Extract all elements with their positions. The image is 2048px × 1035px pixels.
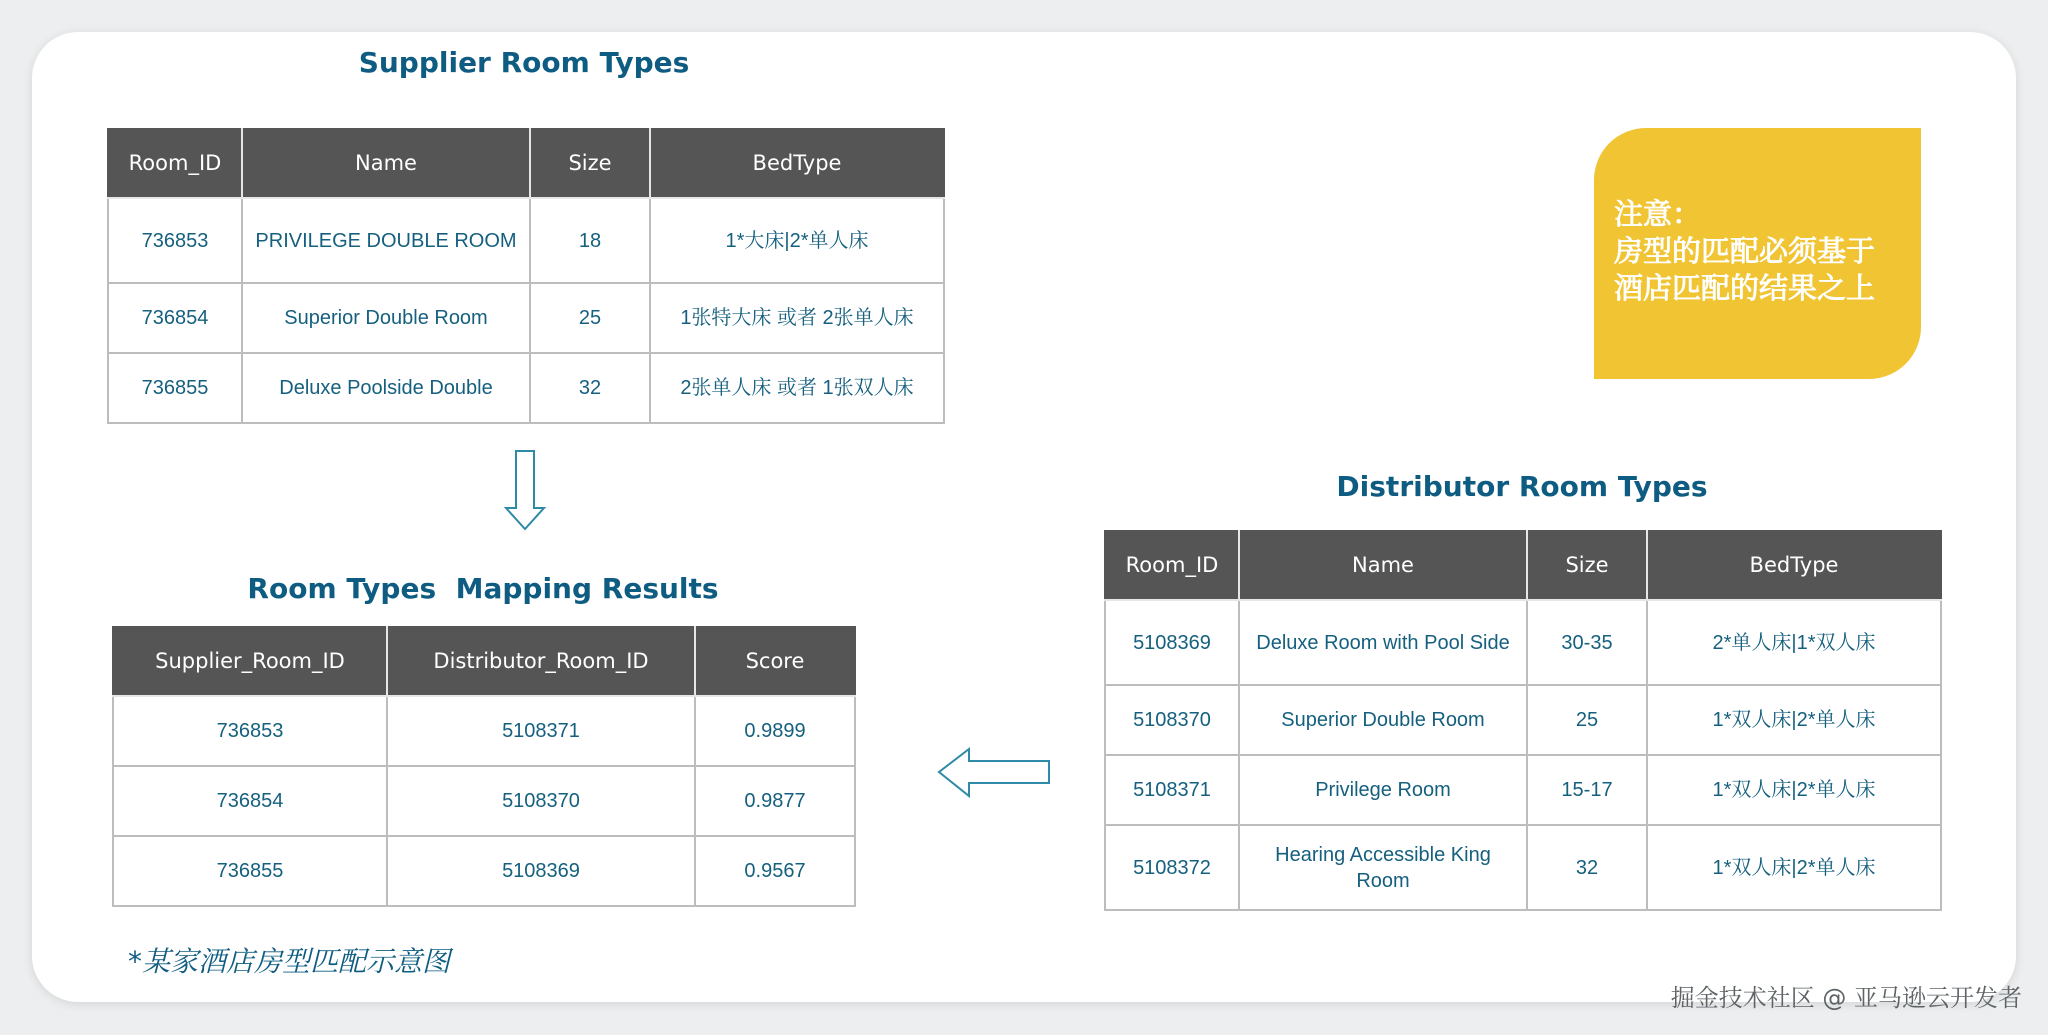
mapping-header-cell: Distributor_Room_ID xyxy=(387,626,695,696)
watermark: 掘金技术社区 @ 亚马逊云开发者 xyxy=(1670,984,2022,1012)
note-box xyxy=(1594,128,1921,379)
table-cell: PRIVILEGE DOUBLE ROOM xyxy=(242,198,530,283)
table-row xyxy=(113,836,855,906)
table-cell: 1张特大床 或者 2张单人床 xyxy=(650,283,944,353)
table-cell: 5108371 xyxy=(1105,755,1239,825)
table-cell: 5108369 xyxy=(387,836,695,906)
table-cell: 0.9877 xyxy=(695,766,855,836)
table-cell: 2*单人床|1*双人床 xyxy=(1647,600,1941,685)
table-cell: 5108371 xyxy=(387,696,695,766)
left-arrow-icon xyxy=(938,748,1050,798)
table-cell: 736855 xyxy=(113,836,387,906)
table-row xyxy=(108,283,944,353)
table-row xyxy=(1105,685,1941,755)
table-row xyxy=(113,696,855,766)
distributor-header-cell: Size xyxy=(1527,530,1647,600)
table-row xyxy=(108,353,944,423)
table-cell: Superior Double Room xyxy=(242,283,530,353)
supplier-title: Supplier Room Types xyxy=(358,46,690,79)
note-text: 注意： 房型的匹配必须基于 酒店匹配的结果之上 xyxy=(1614,197,1876,305)
table-cell: 736853 xyxy=(113,696,387,766)
mapping-header-row xyxy=(113,626,855,696)
supplier-header-cell: BedType xyxy=(650,128,944,198)
table-cell: 5108369 xyxy=(1105,600,1239,685)
table-cell: 30-35 xyxy=(1527,600,1647,685)
table-cell: 0.9567 xyxy=(695,836,855,906)
table-row xyxy=(1105,755,1941,825)
table-cell: 5108372 xyxy=(1105,825,1239,910)
table-cell: Deluxe Poolside Double xyxy=(242,353,530,423)
table-cell: 1*双人床|2*单人床 xyxy=(1647,685,1941,755)
table-row xyxy=(1105,825,1941,910)
table-cell: 736855 xyxy=(108,353,242,423)
table-cell: 0.9899 xyxy=(695,696,855,766)
table-cell: 1*双人床|2*单人床 xyxy=(1647,825,1941,910)
table-cell: Privilege Room xyxy=(1239,755,1527,825)
table-row xyxy=(1105,600,1941,685)
mapping-title: Room Types Mapping Results xyxy=(247,572,719,605)
table-row xyxy=(113,766,855,836)
distributor-header-cell: Name xyxy=(1239,530,1527,600)
caption: *某家酒店房型匹配示意图 xyxy=(128,945,451,978)
table-cell: Superior Double Room xyxy=(1239,685,1527,755)
table-cell: 5108370 xyxy=(387,766,695,836)
table-cell: 5108370 xyxy=(1105,685,1239,755)
mapping-table xyxy=(112,626,856,907)
table-cell: Hearing Accessible King Room xyxy=(1239,825,1527,910)
mapping-header-cell: Score xyxy=(695,626,855,696)
table-cell: 1*大床|2*单人床 xyxy=(650,198,944,283)
table-cell: 2张单人床 或者 1张双人床 xyxy=(650,353,944,423)
distributor-header-cell: BedType xyxy=(1647,530,1941,600)
table-cell: 32 xyxy=(530,353,650,423)
table-row xyxy=(108,198,944,283)
table-cell: 15-17 xyxy=(1527,755,1647,825)
table-cell: Deluxe Room with Pool Side xyxy=(1239,600,1527,685)
supplier-table xyxy=(107,128,945,424)
table-cell: 18 xyxy=(530,198,650,283)
supplier-header-row xyxy=(108,128,944,198)
distributor-table xyxy=(1104,530,1942,911)
mapping-header-cell: Supplier_Room_ID xyxy=(113,626,387,696)
down-arrow-icon xyxy=(504,450,546,530)
table-cell: 736853 xyxy=(108,198,242,283)
distributor-header-row xyxy=(1105,530,1941,600)
supplier-header-cell: Size xyxy=(530,128,650,198)
distributor-title: Distributor Room Types xyxy=(1336,470,1708,503)
table-cell: 25 xyxy=(530,283,650,353)
table-cell: 1*双人床|2*单人床 xyxy=(1647,755,1941,825)
distributor-header-cell: Room_ID xyxy=(1105,530,1239,600)
table-cell: 736854 xyxy=(113,766,387,836)
table-cell: 25 xyxy=(1527,685,1647,755)
supplier-header-cell: Name xyxy=(242,128,530,198)
supplier-header-cell: Room_ID xyxy=(108,128,242,198)
table-cell: 32 xyxy=(1527,825,1647,910)
table-cell: 736854 xyxy=(108,283,242,353)
